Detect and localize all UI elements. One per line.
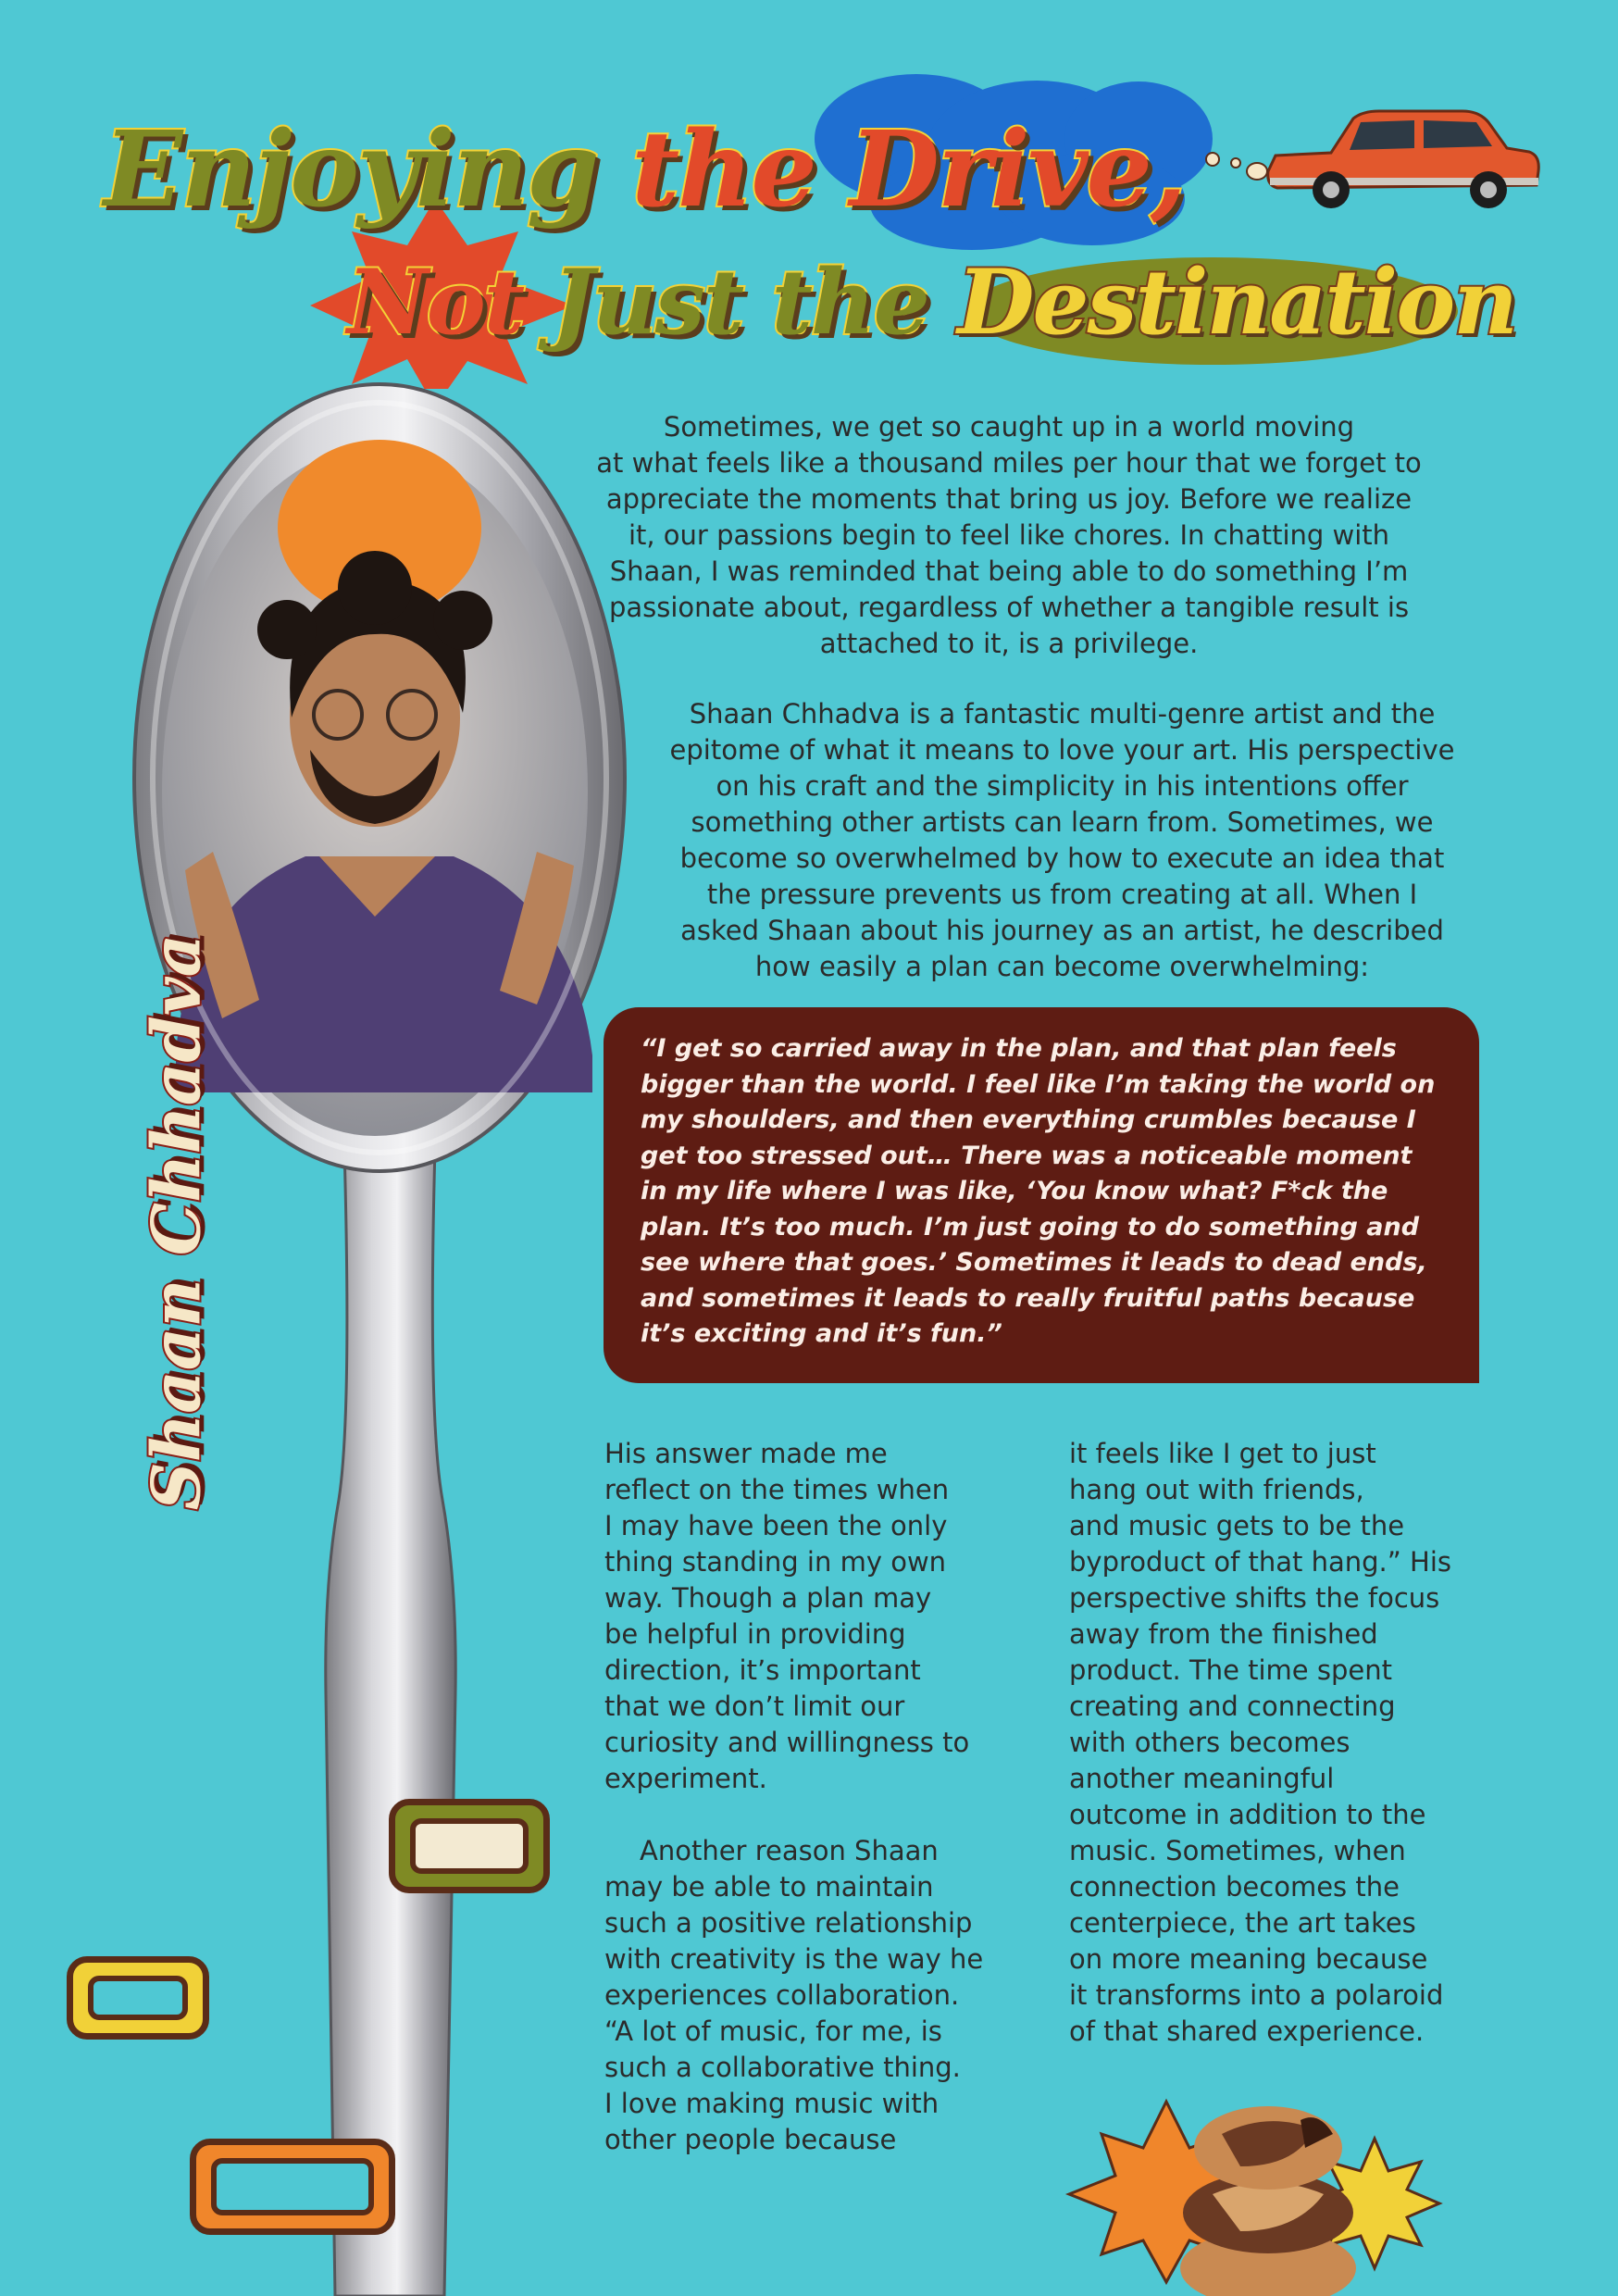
right-column-paragraph: it feels like I get to just hang out with friends, and music gets to be the byproduct of that hang.” His perspective shifts the focus away from the finished product. The time spent creating and connecting with others becomes another meaningful outcome in addition to the music. Sometimes, when connection becomes the centerpiece, the art takes on more meaning because it transforms into a polaroid of that shared experience. [1069, 1438, 1451, 2047]
quote-box [604, 1007, 1479, 1383]
left-column-paragraph-1: His answer made me reflect on the times when I may have been the only thing standing in my own way. Though a plan may be helpful in providing direction, it’s important that we don’t limit our curiosity and willingness to experiment. [604, 1438, 970, 1794]
cookie-stack-illustration [1064, 2083, 1481, 2296]
quote-text: “I get so carried away in the plan, and that plan feels bigger than the world. I feel like I’m taking the world on my shoulders, and then everything crumbles because I get too stressed out… There was a noticeable moment in my life where I was like, ‘You know what? F*ck the plan. It’s too much. I’m just going to do something and see where that goes.’ Sometimes it leads to dead ends, and sometimes it leads to really fruitful paths because it’s exciting and it’s fun.” [641, 1034, 1436, 1348]
cookie-icon [1180, 2106, 1356, 2296]
headline-word-just-the: Just the [552, 250, 928, 355]
orange-rounded-rect-shape [190, 2139, 395, 2235]
headline-word-destination: Destination [957, 250, 1517, 355]
side-name-vertical: Shaan Chhadva [136, 933, 216, 1511]
olive-rounded-rect-shape [389, 1799, 550, 1893]
intro-paragraph: Sometimes, we get so caught up in a world moving at what feels like a thousand miles per hour that we forget to appreciate the moments that bring us joy. Before we realize it, our passions begin to feel like chores. In chatting with Shaan, I was reminded that being able to do something I’m passionate about, regardless of whether a tangible result is attached to it, is a privilege. [596, 411, 1422, 659]
second-paragraph: Shaan Chhadva is a fantastic multi-genre artist and the epitome of what it means to love your art. His perspective on his craft and the simplicity in his intentions offer something other artists can learn from. Sometimes, we become so overwhelmed by how to execute an idea that the pressure prevents us from creating at all. When I asked Shaan about his journey as an artist, he described how easily a plan can become overwhelming: [669, 698, 1455, 982]
left-column-paragraph-2 [604, 1833, 1030, 2158]
headline-word-the-drive: the Drive, [631, 109, 1185, 231]
headline-line-1 [104, 109, 1185, 231]
car-icon [1268, 111, 1539, 208]
exhaust-puff-icon [1206, 153, 1267, 180]
left-column-paragraph-2-text: Another reason Shaan may be able to maintain such a positive relationship with creativity is the way he experiences collaboration. “A lot of music, for me, is such a collaborative thing. I love making music with other people because [604, 1835, 984, 2155]
yellow-rounded-rect-shape [67, 1956, 209, 2040]
headline-word-not: Not [347, 250, 524, 355]
headline-line-2 [347, 250, 1516, 355]
headline-word-enjoying: Enjoying [104, 109, 598, 231]
